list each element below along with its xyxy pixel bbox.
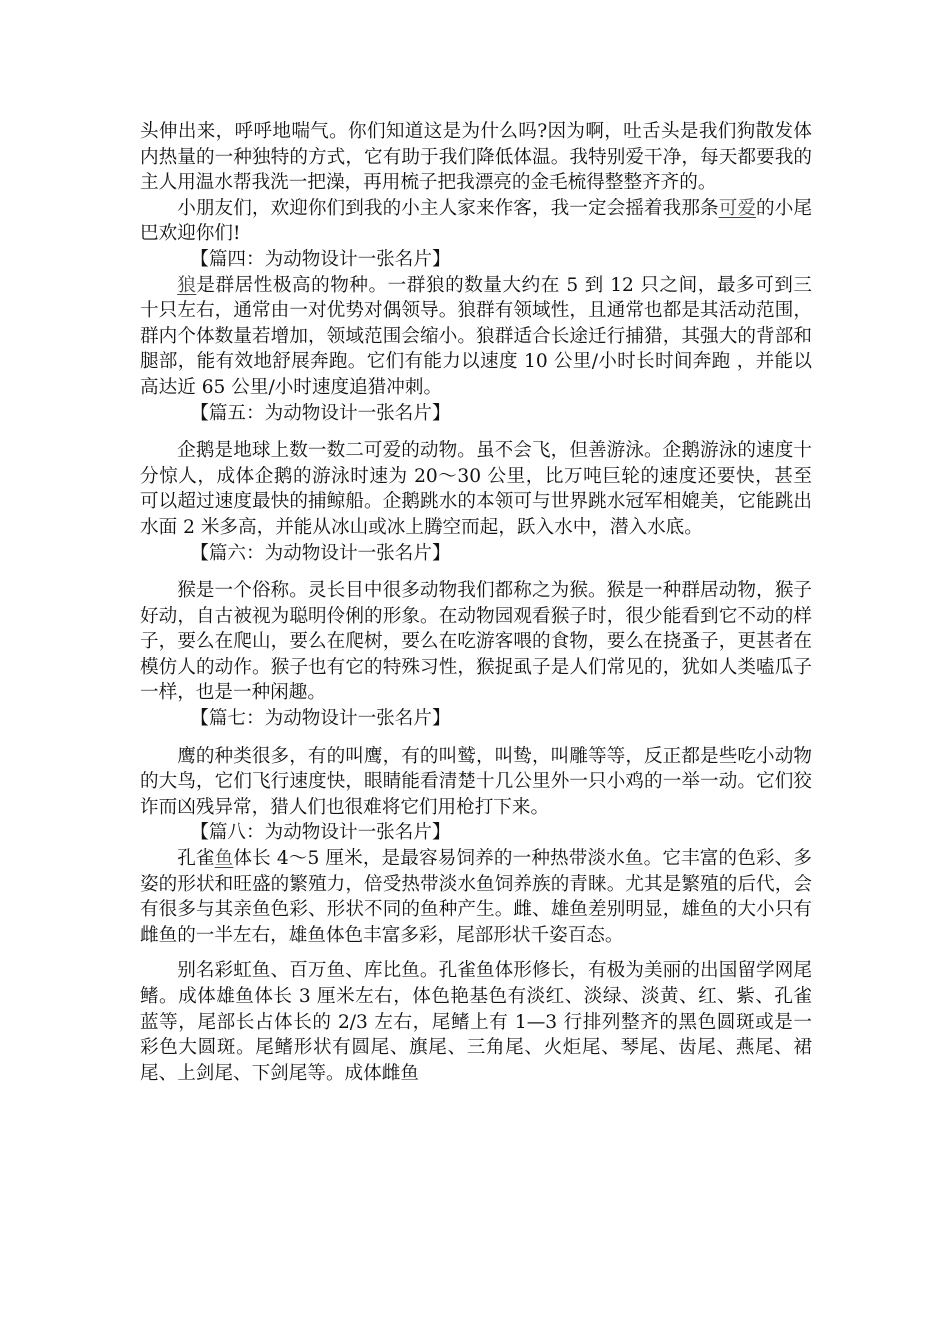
paragraph-dog-welcome (140, 196, 812, 247)
paragraph-text: 体长 4～5 厘米，是最容易饲养的一种热带淡水鱼。它丰富的色彩、多姿的形状和旺盛的繁殖力，倍受热带淡水鱼饲养族的青睐。尤其是繁殖的后代，会有很多与其亲鱼色彩、形状不同的鱼种产生。雌、雄鱼差别明显，雄鱼的大小只有雌鱼的一半左右，雄鱼体色丰富多彩，尾部形状千姿百态。 (140, 848, 812, 946)
paragraph-penguin (140, 438, 812, 540)
heading-part-7: 【篇七：为动物设计一张名片】 (190, 708, 451, 730)
paragraph-eagle (140, 744, 812, 821)
spacer (140, 566, 812, 578)
heading-part-5: 【篇五：为动物设计一张名片】 (190, 402, 451, 424)
paragraph-text: 头伸出来，呼呼地喘气。你们知道这是为什么吗?因为啊，吐舌头是我们狗散发体内热量的一种独特的方式，它有助于我们降低体温。我特别爱干净，每天都要我的主人用温水帮我洗一把澡，再用梳子把我漂亮的金毛梳得整整齐齐的。 (140, 121, 812, 194)
heading-part-6: 【篇六：为动物设计一张名片】 (190, 542, 451, 564)
paragraph-wolf (140, 273, 812, 401)
spacer (140, 948, 812, 958)
link-cute[interactable]: 可爱 (718, 197, 757, 219)
link-wolf[interactable]: 狼 (177, 274, 197, 296)
paragraph-text: 的小尾巴欢迎你们! (140, 197, 812, 245)
spacer (140, 732, 812, 744)
link-fish[interactable]: 鱼 (214, 848, 234, 870)
paragraph-text: 别名彩虹鱼、百万鱼、库比鱼。孔雀鱼体形修长，有极为美丽的出国留学网尾鳍。成体雄鱼体长 3 厘米左右，体色艳基色有淡红、淡绿、淡黄、红、紫、孔雀蓝等，尾部长占体长的 2/3 左右，尾鳍上有 1—3 行排列整齐的黑色圆斑或是一彩色大圆斑。尾鳍形状有圆尾、旗尾、三角尾、火炬尾、琴尾、齿尾、燕尾、裙尾、上剑尾、下剑尾等。成体雌鱼 (140, 960, 812, 1084)
paragraph-text: 小朋友们，欢迎你们到我的小主人家来作客，我一定会摇着我那条 (177, 197, 719, 219)
paragraph-monkey (140, 578, 812, 706)
heading-part-4: 【篇四：为动物设计一张名片】 (190, 248, 451, 270)
paragraph-text: 企鹅是地球上数一数二可爱的动物。虽不会飞，但善游泳。企鹅游泳的速度十分惊人，成体企鹅的游泳时速为 20～30 公里，比万吨巨轮的速度还要快，甚至可以超过速度最快的捕鲸船。企鹅跳水的本领可与世界跳水冠军相媲美，它能跳出水面 2 米多高，并能从冰山或冰上腾空而起，跃入水中，潜入水底。 (140, 440, 812, 538)
paragraph-text: 鹰的种类很多，有的叫鹰，有的叫鹫，叫鸷，叫雕等等，反正都是些吃小动物的大鸟，它们飞行速度快，眼睛能看清楚十几公里外一只小鸡的一举一动。它们狡诈而凶残异常，猎人们也很难将它们用枪打下来。 (140, 745, 812, 818)
paragraph-dog-continued (140, 119, 812, 196)
paragraph-guppy-details (140, 958, 812, 1086)
paragraph-text: 猴是一个俗称。灵长目中很多动物我们都称之为猴。猴是一种群居动物，猴子好动，自古被视为聪明伶俐的形象。在动物园观看猴子时，很少能看到它不动的样子，要么在爬山，要么在爬树，要么在吃游客喂的食物，要么在挠蚤子，更甚者在模仿人的动作。猴子也有它的特殊习性，猴捉虱子是人们常见的，犹如人类嗑瓜子一样，也是一种闲趣。 (140, 580, 812, 704)
paragraph-text: 是群居性极高的物种。一群狼的数量大约在 5 到 12 只之间，最多可到三十只左右，通常由一对优势对偶领导。狼群有领域性，且通常也都是其活动范围，群内个体数量若增加，领域范围会缩小。狼群适合长途迁行捕猎，其强大的背部和腿部，能有效地舒展奔跑。它们有能力以速度 10 公里/小时长时间奔跑 ，并能以高达近 65 公里/小时速度追猎冲刺。 (140, 274, 812, 398)
heading-part-8: 【篇八：为动物设计一张名片】 (190, 822, 451, 844)
paragraph-text: 孔雀 (177, 848, 215, 870)
paragraph-guppy (140, 846, 812, 948)
spacer (140, 426, 812, 438)
document-body (140, 119, 812, 1086)
